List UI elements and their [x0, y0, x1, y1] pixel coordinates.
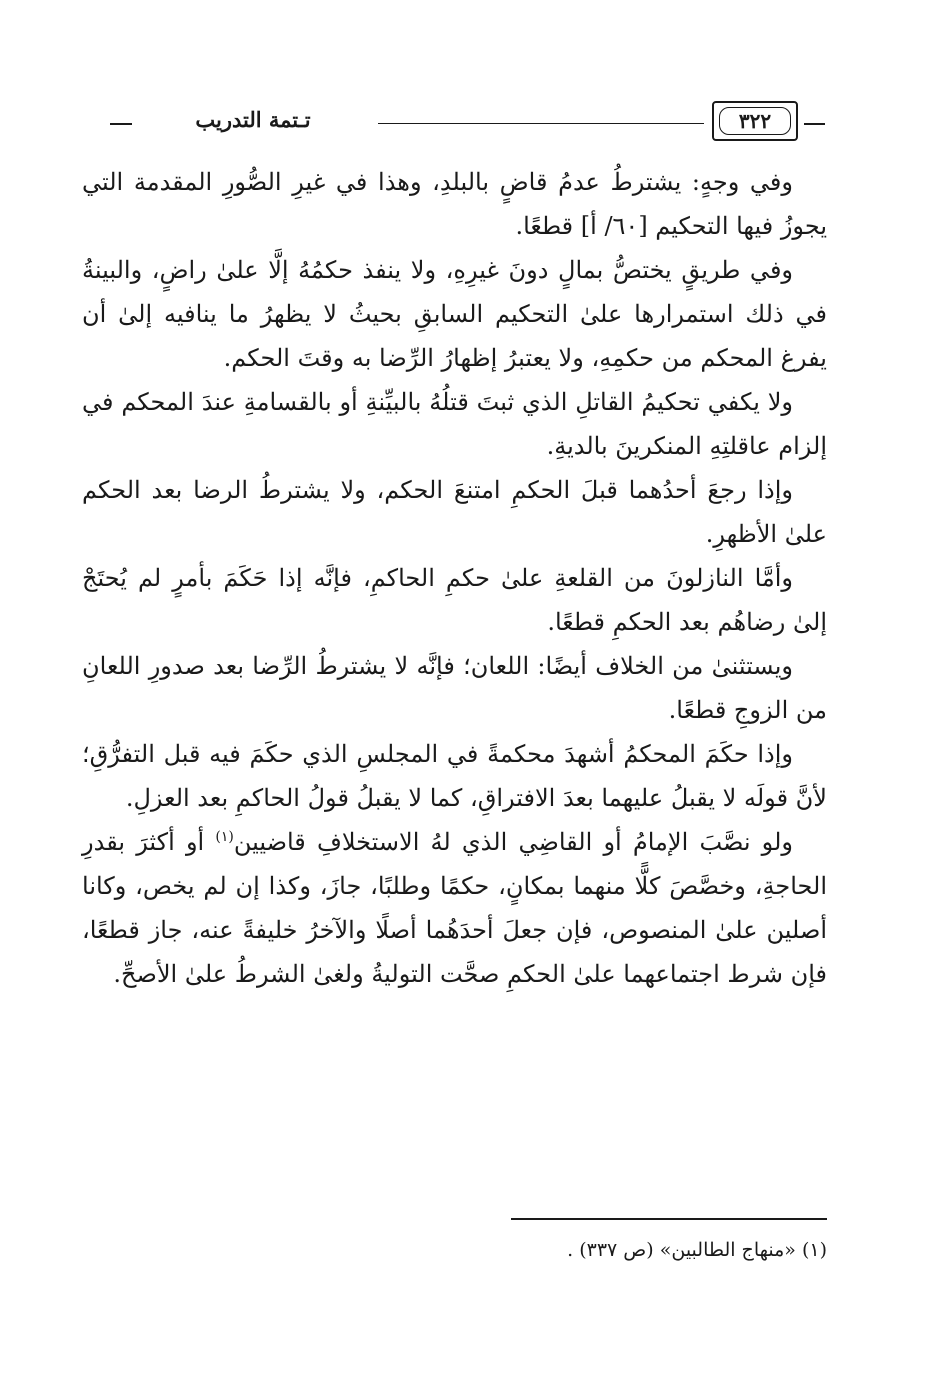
- paragraph-text: أو أكثرَ بقدرِ الحاجةِ، وخصَّصَ كلًّا منهما بمكانٍ، حكمًا وطلبًا، جازَ، وكذا إن لم يخص، وكانا أصلين علىٰ المنصوص، فإن جعلَ أحدَهُما أصلًا والآخرُ خليفةً عنه، جاز قطعًا، فإن شرط اجتماعهما علىٰ الحكمِ صحَّت التوليةُ ولغىٰ الشرطُ علىٰ الأصحِّ.: [82, 828, 827, 988]
- page-number: ٣٢٢: [719, 107, 791, 135]
- paragraph: وفي وجهٍ: يشترطُ عدمُ قاضٍ بالبلدِ، وهذا في غيرِ الصُّورِ المقدمة التي يجوزُ فيها التحكيم [٦٠/ أ] قطعًا.: [82, 168, 827, 240]
- paragraph-text: ولو نصَّبَ الإمامُ أو القاضِي الذي لهُ الاستخلافِ قاضيين: [233, 828, 793, 856]
- footnote-reference[interactable]: (١): [215, 829, 234, 845]
- paragraph: وإذا رجعَ أحدُهما قبلَ الحكمِ امتنعَ الحكم، ولا يشترطُ الرضا بعد الحكم علىٰ الأظهرِ.: [82, 476, 827, 548]
- page-number-frame: [712, 101, 798, 141]
- page-header: [110, 101, 825, 145]
- paragraph: ويستثنىٰ من الخلاف أيضًا: اللعان؛ فإنَّه لا يشترطُ الرِّضا بعد صدورِ اللعانِ من الزوجِ قطعًا.: [82, 652, 827, 724]
- paragraph: وأمَّا النازلونَ من القلعةِ علىٰ حكمِ الحاكمِ، فإنَّه إذا حَكَمَ بأمرٍ لم يُحتَجْ إلىٰ رضاهُم بعد الحكمِ قطعًا.: [82, 564, 827, 636]
- footnote: (١) «منهاج الطالبين» (ص ٣٣٧) .: [567, 1239, 827, 1261]
- paragraph: ولا يكفي تحكيمُ القاتلِ الذي ثبتَ قتلُهُ بالبيِّنةِ أو بالقسامةِ عندَ المحكم في إلزام عاقلتِهِ المنكرينَ بالديةِ.: [82, 388, 827, 460]
- running-title: تـتمة التدريب: [195, 107, 311, 132]
- footnote-separator: [511, 1218, 827, 1220]
- paragraph: [82, 820, 827, 996]
- header-rule-middle: [378, 123, 704, 124]
- main-text: [82, 160, 827, 996]
- header-rule-right: [804, 123, 825, 125]
- header-rule-left: [110, 123, 132, 125]
- paragraph: وإذا حكَمَ المحكمُ أشهدَ محكمةً في المجلسِ الذي حكَمَ فيه قبل التفرُّقِ؛ لأنَّ قولَه لا يقبلُ عليهما بعدَ الافتراقِ، كما لا يقبلُ قولُ الحاكمِ بعد العزلِ.: [82, 740, 827, 812]
- paragraph: وفي طريقٍ يختصُّ بمالٍ دونَ غيرِهِ، ولا ينفذ حكمُهُ إلَّا علىٰ راضٍ، والبينةُ في ذلك استمرارها علىٰ التحكيم السابقِ بحيثُ لا يظهرُ ما ينافيه إلىٰ أن يفرغ المحكم من حكمِهِ، ولا يعتبرُ إظهارُ الرِّضا به وقتَ الحكم.: [82, 256, 827, 372]
